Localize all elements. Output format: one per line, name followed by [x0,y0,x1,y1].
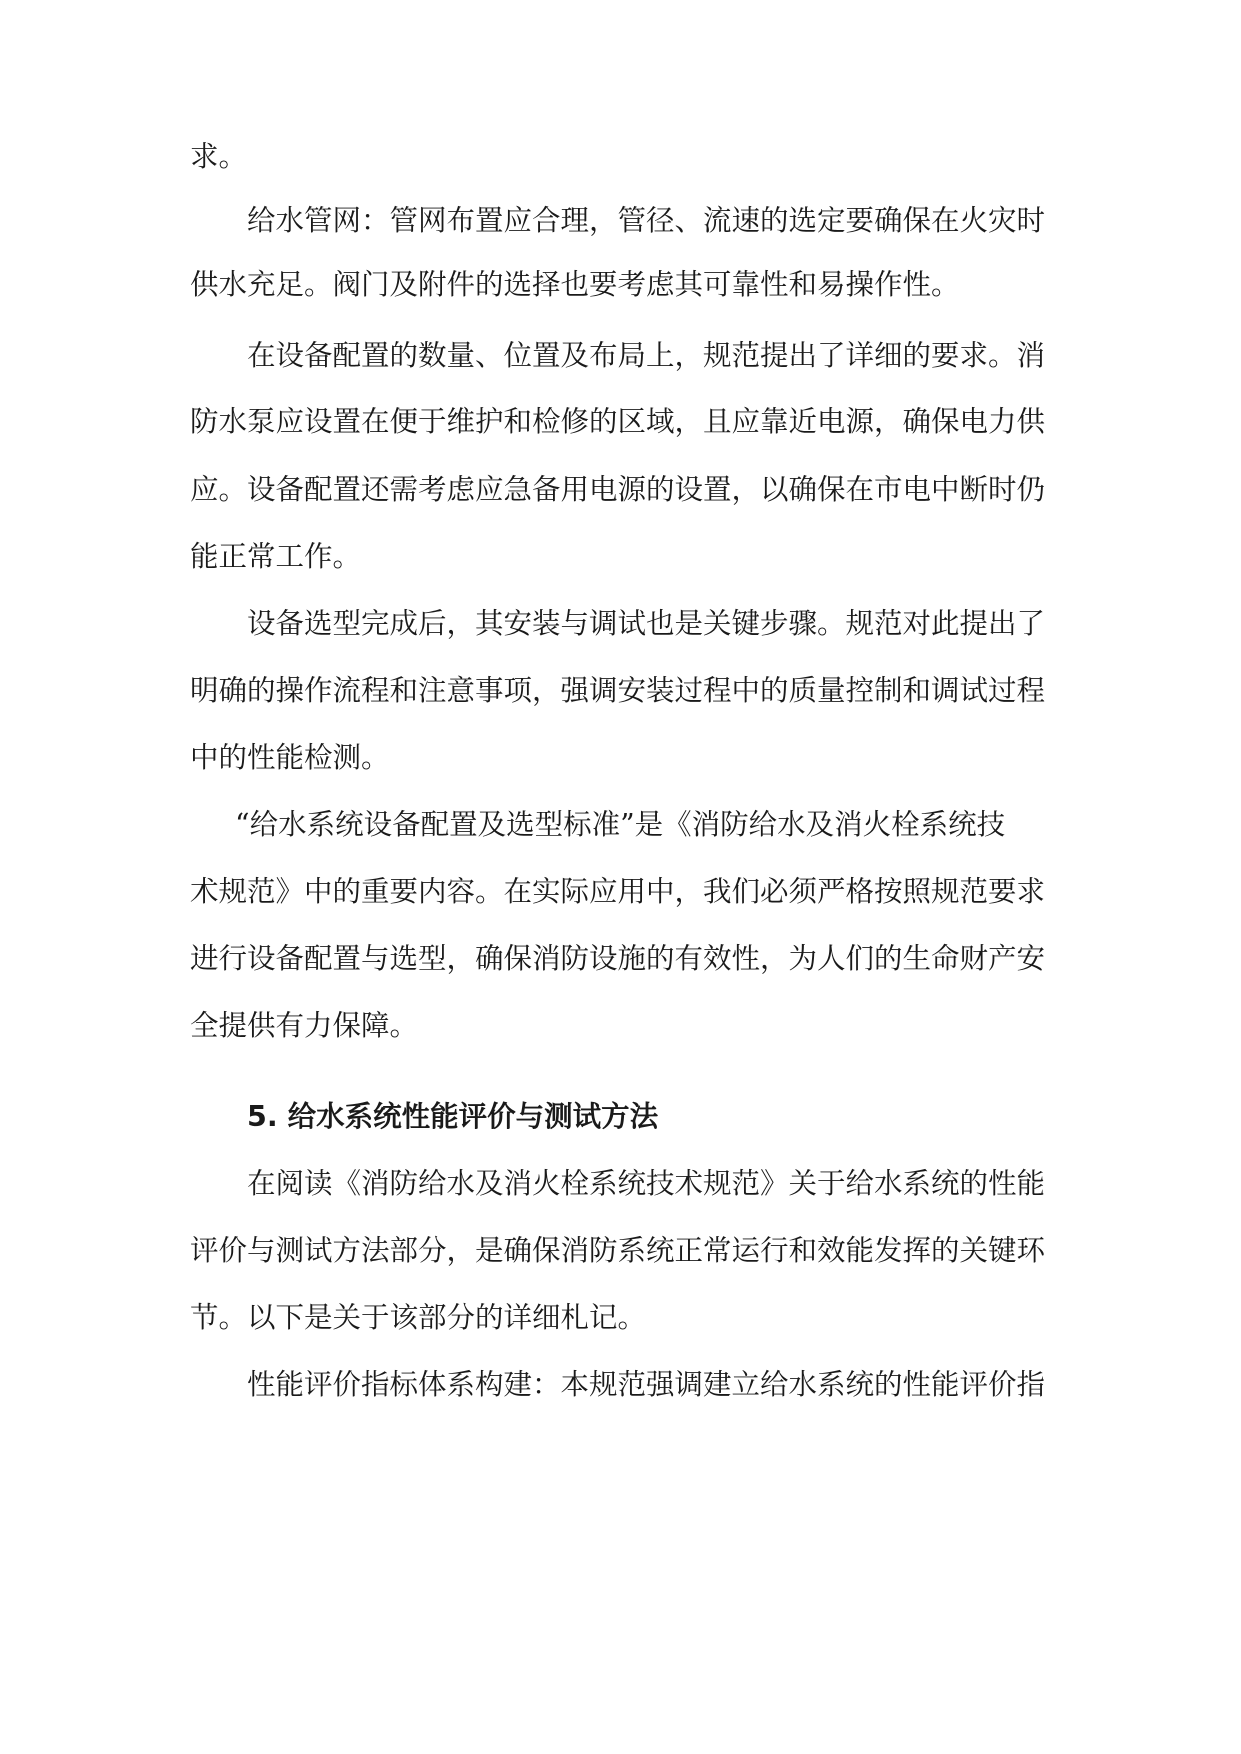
text-line: 应。设备配置还需考虑应急备用电源的设置，以确保在市电中断时仍 [190,473,1046,506]
text-line: 明确的操作流程和注意事项，强调安装过程中的质量控制和调试过程 [190,674,1046,707]
text-line: 防水泵应设置在便于维护和检修的区域，且应靠近电源，确保电力供 [190,405,1046,438]
section-heading: 5. 给水系统性能评价与测试方法 [247,1100,659,1133]
paragraph-first-line: “给水系统设备配置及选型标准”是《消防给水及消火栓系统技 [235,808,1006,841]
paragraph-first-line: 在阅读《消防给水及消火栓系统技术规范》关于给水系统的性能 [247,1167,1046,1200]
paragraph-first-line: 性能评价指标体系构建：本规范强调建立给水系统的性能评价指 [247,1368,1046,1401]
text-line: 评价与测试方法部分，是确保消防系统正常运行和效能发挥的关键环 [190,1234,1046,1267]
text-line: 中的性能检测。 [190,741,390,774]
text-line: 进行设备配置与选型，确保消防设施的有效性，为人们的生命财产安 [190,942,1046,975]
text-line: 全提供有力保障。 [190,1009,419,1042]
paragraph-first-line: 给水管网：管网布置应合理，管径、流速的选定要确保在火灾时 [247,204,1046,237]
text-line: 节。以下是关于该部分的详细札记。 [190,1301,647,1334]
text-line: 能正常工作。 [190,540,362,573]
text-line: 术规范》中的重要内容。在实际应用中，我们必须严格按照规范要求 [190,875,1046,908]
paragraph-first-line: 在设备配置的数量、位置及布局上，规范提出了详细的要求。消 [247,339,1046,372]
text-line: 求。 [190,140,248,173]
paragraph-first-line: 设备选型完成后，其安装与调试也是关键步骤。规范对此提出了 [247,607,1046,640]
text-line: 供水充足。阀门及附件的选择也要考虑其可靠性和易操作性。 [190,268,960,301]
